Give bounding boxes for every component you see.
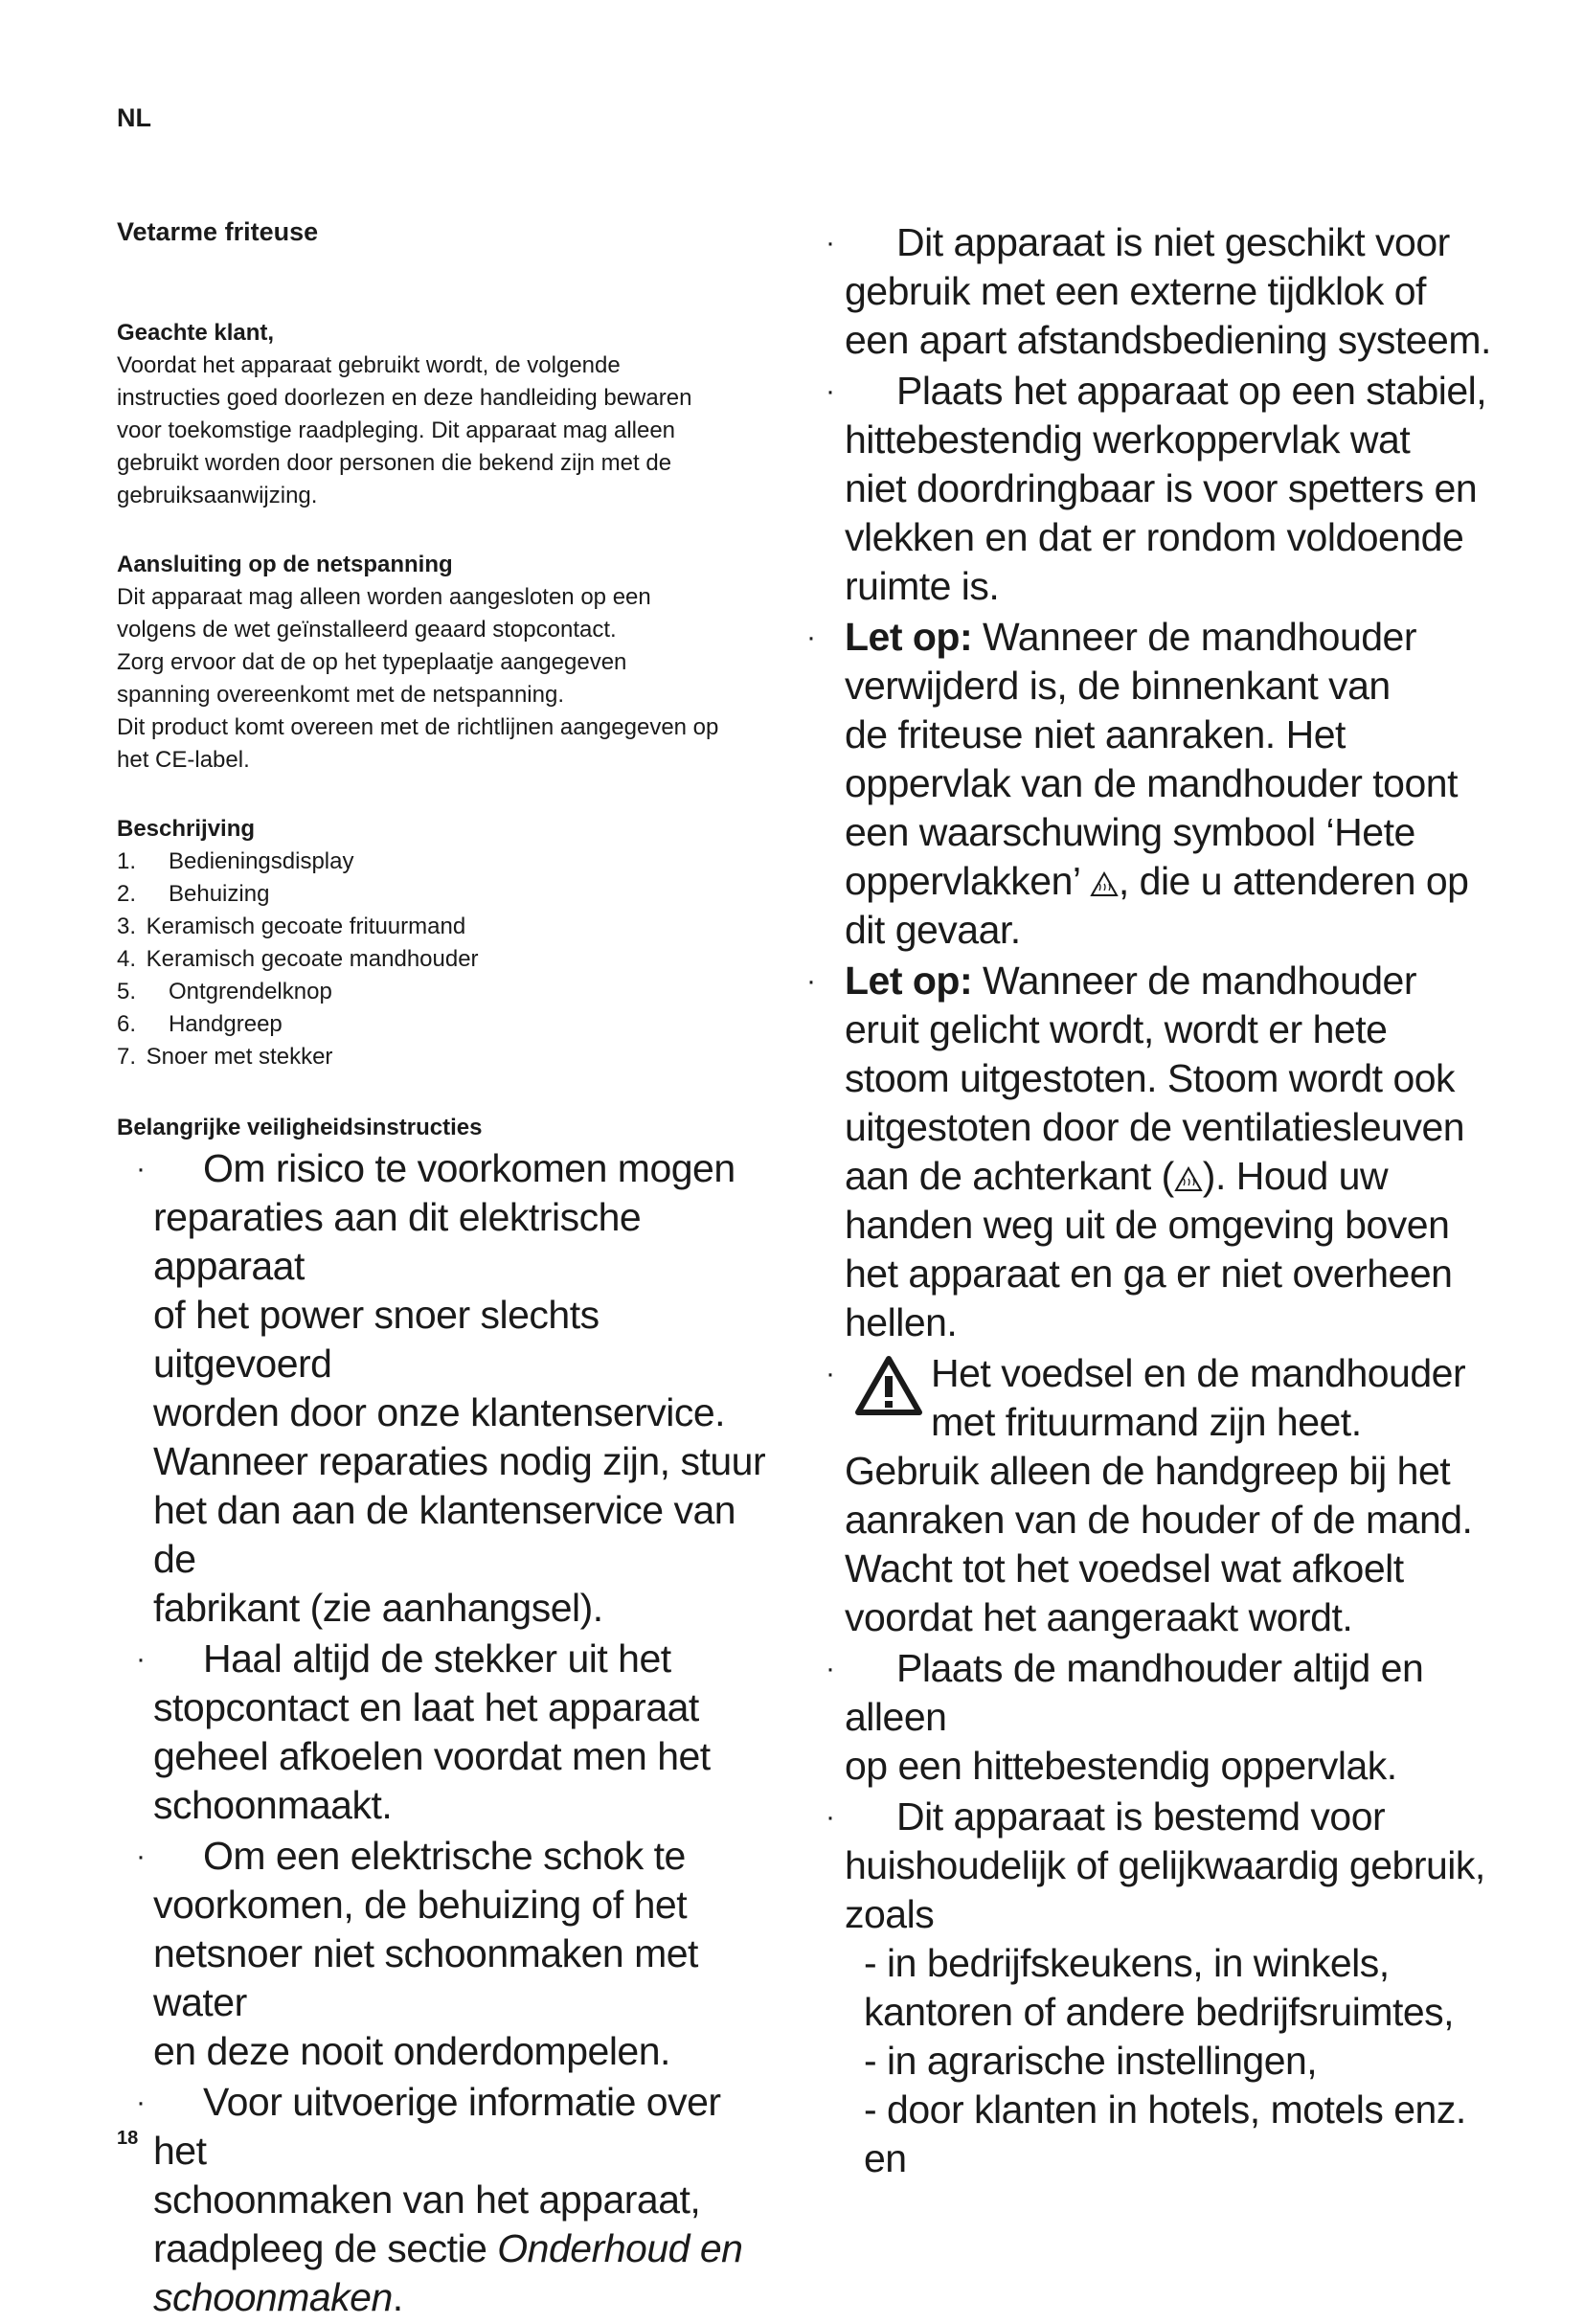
text-line: netsnoer niet schoonmaken met water [153, 1931, 698, 2024]
text-line: Het voedsel en de mandhouder [931, 1351, 1466, 1395]
text-segment: ). Houd uw [1202, 1154, 1389, 1198]
list-item [117, 878, 768, 911]
list-item [117, 846, 768, 878]
text-line: handen weg uit de omgeving boven [845, 1203, 1450, 1247]
safety-list-continued [806, 218, 1496, 2183]
caution-label: Let op: [845, 615, 973, 659]
text-line: en deze nooit onderdompelen. [153, 2029, 670, 2073]
bullet-icon: · [826, 1358, 835, 1389]
text-line: Plaats het apparaat op een stabiel, [896, 369, 1487, 413]
text-line: met frituurmand zijn heet. [931, 1400, 1362, 1444]
item-label: Ontgrendelknop [169, 979, 332, 1004]
mains-line: volgens de wet geïnstalleerd geaard stopcontact. [117, 617, 617, 643]
list-item [806, 1349, 1496, 1642]
section-reference: schoonmaken [153, 2275, 393, 2319]
sub-item: - in bedrijfskeukens, in winkels, [864, 1941, 1390, 1985]
section-reference: Onderhoud en [497, 2226, 743, 2270]
text-line: hellen. [845, 1300, 958, 1344]
text-line: niet doordringbaar is voor spetters en [845, 466, 1478, 510]
list-item [806, 218, 1496, 365]
bullet-icon: · [136, 2087, 146, 2118]
mains-line: Dit apparaat mag alleen worden aangesloten op een [117, 584, 651, 610]
description-heading: Beschrijving [117, 816, 256, 842]
text-line: dit gevaar. [845, 908, 1021, 952]
text-line: Wanneer de mandhouder [983, 615, 1416, 659]
text-line: op een hittebestendig oppervlak. [845, 1744, 1397, 1788]
text-line: ruimte is. [845, 564, 1000, 608]
right-column [806, 218, 1496, 2185]
greeting-section [117, 317, 768, 512]
caution-label: Let op: [845, 959, 973, 1003]
item-number: 5. [117, 979, 137, 1004]
greeting-line: gebruikt worden door personen die bekend zijn met de [117, 450, 672, 476]
safety-heading: Belangrijke veiligheidsinstructies [117, 1115, 483, 1140]
text-line: geheel afkoelen voordat men het [153, 1734, 711, 1778]
greeting-line: voor toekomstige raadpleging. Dit apparaat mag alleen [117, 417, 676, 443]
text-line: aanraken van de houder of de mand. [845, 1498, 1473, 1542]
text-line: Dit apparaat is bestemd voor [896, 1794, 1386, 1839]
mains-line: Zorg ervoor dat de op het typeplaatje aangegeven [117, 649, 627, 675]
item-label: Keramisch gecoate mandhouder [146, 946, 479, 972]
left-column [117, 215, 768, 2324]
greeting-line: Voordat het apparaat gebruikt wordt, de volgende [117, 352, 621, 378]
text-line: Wanneer de mandhouder [983, 959, 1416, 1003]
item-number: 7. [117, 1044, 137, 1070]
bullet-icon: · [826, 1801, 835, 1833]
text-line: stopcontact en laat het apparaat [153, 1685, 699, 1729]
list-item [806, 957, 1496, 1347]
bullet-icon: · [826, 375, 835, 407]
hot-surface-warning-icon [1174, 1164, 1203, 1193]
item-number: 1. [117, 848, 137, 874]
item-label: Behuizing [169, 881, 270, 907]
text-line: reparaties aan dit elektrische apparaat [153, 1195, 642, 1288]
text-line: Plaats de mandhouder altijd en alleen [845, 1646, 1424, 1739]
hot-surface-warning-icon [1090, 869, 1119, 898]
bullet-icon: · [136, 1643, 146, 1675]
text-line: eruit gelicht wordt, wordt er hete [845, 1007, 1388, 1051]
list-item [117, 1008, 768, 1041]
bullet-icon: · [826, 1653, 835, 1684]
bullet-icon: · [136, 1153, 146, 1185]
text-line: een waarschuwing symbool ‘Hete [845, 810, 1415, 854]
list-item [806, 1793, 1496, 2183]
text-line: fabrikant (zie aanhangsel). [153, 1586, 603, 1630]
text-line: schoonmaken van het apparaat, [153, 2177, 701, 2222]
mains-line: spanning overeenkomt met de netspanning. [117, 682, 564, 708]
text-line: Om een elektrische schok te [203, 1834, 686, 1878]
text-line: de friteuse niet aanraken. Het [845, 712, 1346, 756]
mains-line: Dit product komt overeen met de richtlijnen aangegeven op [117, 714, 719, 740]
text-line: hittebestendig werkoppervlak wat [845, 417, 1411, 462]
mains-line: het CE-label. [117, 747, 250, 773]
text-line: Dit apparaat is niet geschikt voor [896, 220, 1450, 264]
safety-list [117, 1144, 768, 2322]
item-label: Bedieningsdisplay [169, 848, 354, 874]
bullet-icon: · [826, 227, 835, 259]
text-line: schoonmaakt. [153, 1783, 393, 1827]
item-number: 4. [117, 946, 137, 972]
mains-section [117, 549, 768, 777]
bullet-icon: · [806, 621, 816, 653]
text-line: Wanneer reparaties nodig zijn, stuur [153, 1439, 766, 1483]
list-item [117, 1635, 768, 1830]
page-number: 18 [117, 2128, 139, 2149]
text-line: Voor uitvoerige informatie over het [153, 2080, 721, 2173]
text-segment: oppervlakken’ [845, 859, 1090, 903]
text-line: Haal altijd de stekker uit het [203, 1636, 671, 1681]
list-item [117, 2078, 768, 2322]
text-line: verwijderd is, de binnenkant van [845, 664, 1391, 708]
list-item [806, 367, 1496, 611]
text-segment: . [392, 2275, 403, 2319]
text-line: het dan aan de klantenservice van de [153, 1488, 736, 1581]
text-line: zoals [845, 1892, 935, 1936]
text-line: huishoudelijk of gelijkwaardig gebruik, [845, 1843, 1485, 1887]
text-line: voordat het aangeraakt wordt. [845, 1595, 1353, 1639]
document-title: Vetarme friteuse [117, 217, 319, 246]
language-code: NL [117, 103, 151, 132]
greeting-heading: Geachte klant, [117, 320, 275, 346]
list-item [117, 943, 768, 976]
text-line: Wacht tot het voedsel wat afkoelt [845, 1546, 1404, 1591]
text-line: Om risico te voorkomen mogen [203, 1146, 735, 1190]
text-segment: , die u attenderen op [1118, 859, 1469, 903]
item-label: Snoer met stekker [146, 1044, 333, 1070]
item-number: 6. [117, 1011, 137, 1037]
item-label: Handgreep [169, 1011, 283, 1037]
list-item [117, 976, 768, 1008]
sub-item: kantoren of andere bedrijfsruimtes, [864, 1990, 1455, 2034]
text-segment: aan de achterkant ( [845, 1154, 1174, 1198]
list-item [117, 1144, 768, 1633]
sub-item: - door klanten in hotels, motels enz. en [864, 2087, 1466, 2180]
description-section [117, 813, 768, 1073]
text-line: oppervlak van de mandhouder toont [845, 761, 1458, 805]
text-line: gebruik met een externe tijdklok of [845, 269, 1426, 313]
list-item [806, 1644, 1496, 1791]
item-number: 3. [117, 914, 137, 939]
warning-triangle-icon [854, 1355, 923, 1418]
bullet-icon: · [136, 1840, 146, 1872]
text-segment: raadpleeg de sectie [153, 2226, 498, 2270]
description-list [117, 846, 768, 1073]
bullet-icon: · [806, 965, 816, 997]
text-line: het apparaat en ga er niet overheen [845, 1252, 1453, 1296]
text-line: voorkomen, de behuizing of het [153, 1883, 688, 1927]
mains-heading: Aansluiting op de netspanning [117, 552, 453, 577]
item-number: 2. [117, 881, 137, 907]
greeting-line: instructies goed doorlezen en deze handleiding bewaren [117, 385, 692, 411]
list-item [117, 1832, 768, 2076]
sub-item: - in agrarische instellingen, [864, 2039, 1318, 2083]
text-line: Gebruik alleen de handgreep bij het [845, 1449, 1451, 1493]
greeting-line: gebruiksaanwijzing. [117, 483, 318, 508]
text-line: of het power snoer slechts uitgevoerd [153, 1293, 600, 1386]
list-item [806, 613, 1496, 955]
text-line: stoom uitgestoten. Stoom wordt ook [845, 1056, 1456, 1100]
text-line: uitgestoten door de ventilatiesleuven [845, 1105, 1465, 1149]
list-item [117, 1041, 768, 1073]
text-line: worden door onze klantenservice. [153, 1390, 726, 1434]
safety-section [117, 1112, 768, 2322]
list-item [117, 911, 768, 943]
text-line: een apart afstandsbediening systeem. [845, 318, 1491, 362]
text-line: vlekken en dat er rondom voldoende [845, 515, 1464, 559]
item-label: Keramisch gecoate frituurmand [146, 914, 466, 939]
